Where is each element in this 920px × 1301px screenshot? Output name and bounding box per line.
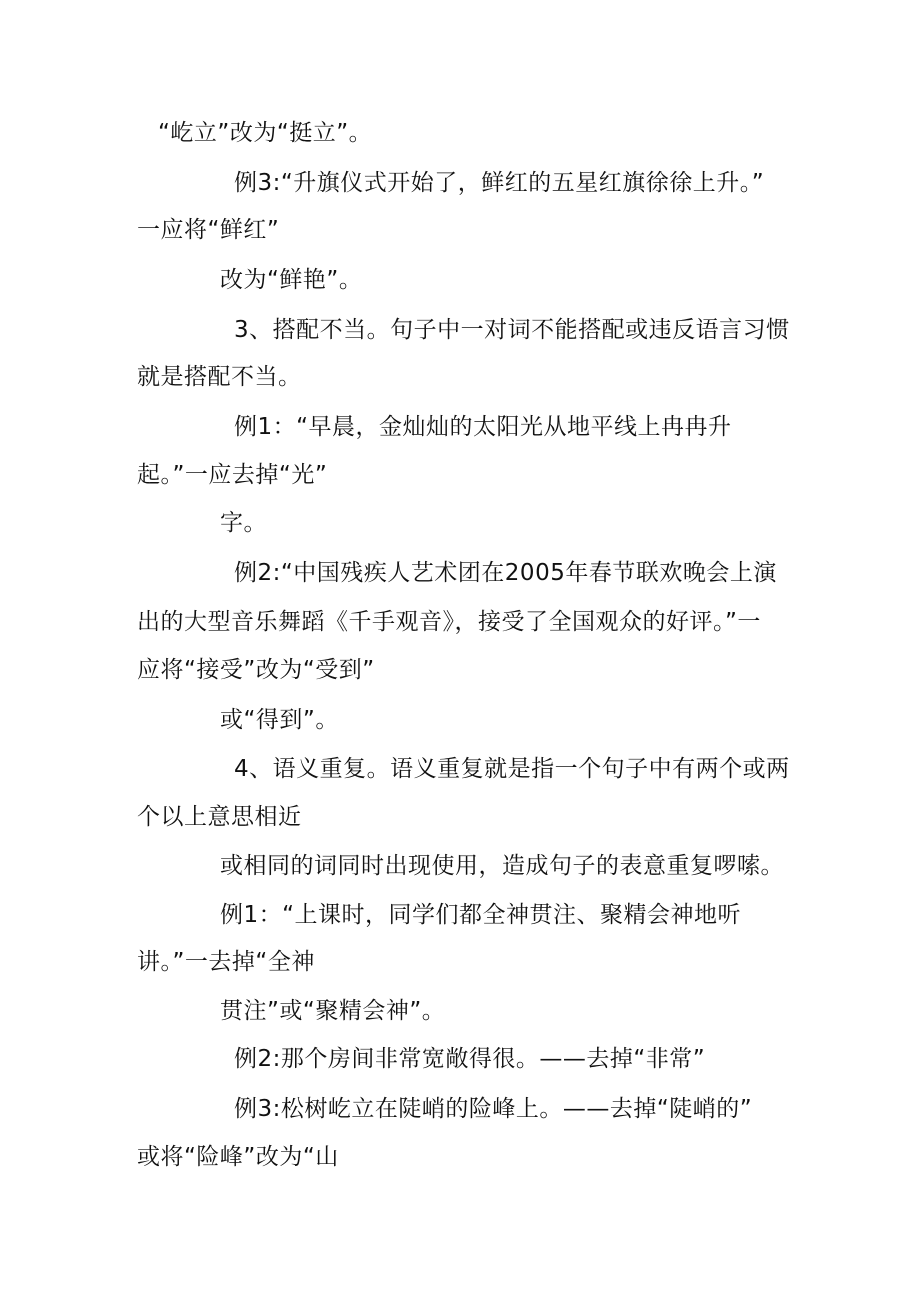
text-line-8: 起。”一应去掉“光” bbox=[137, 462, 328, 488]
text-line-21: 例3:松树屹立在陡峭的险峰上。——去掉“陡峭的” bbox=[234, 1096, 753, 1122]
text-line-12: 应将“接受”改为“受到” bbox=[137, 657, 375, 683]
text-line-5: 3、搭配不当。句子中一对词不能搭配或违反语言习惯 bbox=[234, 317, 790, 343]
text-line-1: “屹立”改为“挺立”。 bbox=[158, 120, 373, 146]
text-line-20: 例2:那个房间非常宽敞得很。——去掉“非常” bbox=[234, 1046, 706, 1072]
text-line-4: 改为“鲜艳”。 bbox=[220, 267, 363, 293]
text-line-2: 例3:“升旗仪式开始了，鲜红的五星红旗徐徐上升。” bbox=[234, 170, 765, 196]
text-line-10: 例2:“中国残疾人艺术团在2005年春节联欢晚会上演 bbox=[234, 560, 777, 586]
text-line-3: 一应将“鲜红” bbox=[137, 217, 280, 243]
text-line-16: 或相同的词同时出现使用，造成句子的表意重复啰嗦。 bbox=[220, 853, 784, 879]
text-line-15: 个以上意思相近 bbox=[137, 804, 302, 830]
text-line-9: 字。 bbox=[220, 510, 267, 536]
text-line-11: 出的大型音乐舞蹈《千手观音》，接受了全国观众的好评。”一 bbox=[137, 609, 761, 635]
text-line-17: 例1：“上课时，同学们都全神贯注、聚精会神地听 bbox=[220, 902, 742, 928]
text-line-14: 4、语义重复。语义重复就是指一个句子中有两个或两 bbox=[234, 756, 790, 782]
text-line-6: 就是搭配不当。 bbox=[137, 364, 302, 390]
text-line-13: 或“得到”。 bbox=[220, 707, 339, 733]
text-line-22: 或将“险峰”改为“山 bbox=[137, 1144, 339, 1170]
text-line-18: 讲。”一去掉“全神 bbox=[137, 949, 315, 975]
text-line-19: 贯注”或“聚精会神”。 bbox=[220, 998, 446, 1024]
text-line-7: 例1：“早晨，金灿灿的太阳光从地平线上冉冉升 bbox=[234, 414, 732, 440]
